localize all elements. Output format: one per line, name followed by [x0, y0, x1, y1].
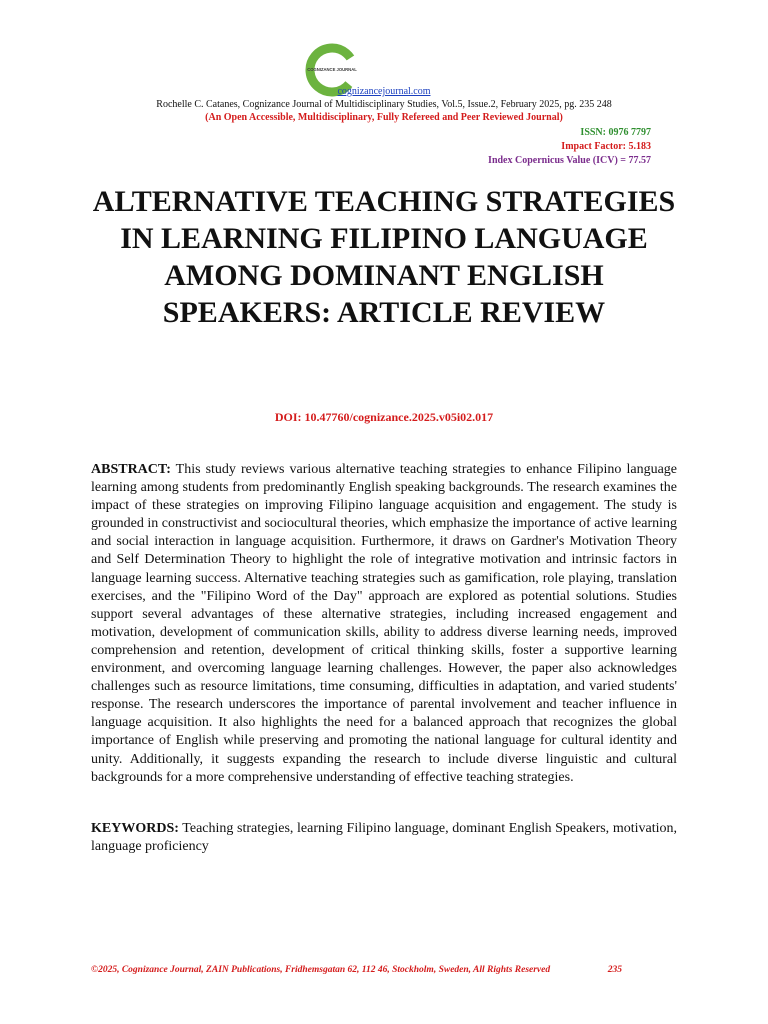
abstract-label: ABSTRACT: [91, 462, 171, 477]
impact-factor-label: Impact Factor: 5.183 [561, 141, 651, 152]
journal-url-link[interactable]: cognizancejournal.com [337, 86, 431, 97]
issn-label: ISSN: 0976 7797 [580, 127, 651, 138]
doi-link[interactable]: DOI: 10.47760/cognizance.2025.v05i02.017 [274, 410, 494, 424]
icv-label: Index Copernicus Value (ICV) = 77.57 [488, 155, 651, 166]
title-line-1: ALTERNATIVE TEACHING STRATEGIES [92, 185, 676, 218]
keywords-paragraph [91, 820, 677, 856]
title-line-4: SPEAKERS: ARTICLE REVIEW [162, 296, 606, 329]
page-number: 235 [607, 965, 622, 975]
abstract-paragraph [91, 461, 677, 787]
keywords-text: Teaching strategies, learning Filipino language, dominant English Speakers, motivation, language proficiency [91, 821, 677, 855]
article-title [60, 183, 708, 331]
abstract-text: This study reviews various alternative teaching strategies to enhance Filipino language learning among students from predominantly English speaking backgrounds. The research examines the impact of these strategies on improving Filipino language acquisition and engagement. The study is grounded in constructivist and sociocultural theories, which emphasize the importance of active learning and social interaction in language acquisition. Furthermore, it draws on Gardner's Motivation Theory and Self Determination Theory to highlight the role of integrative motivation and intrinsic factors in language learning success. Alternative teaching strategies such as gamification, role playing, translation exercises, and the "Filipino Word of the Day" approach are explored as potential solutions. Studies support several advantages of these alternative strategies, including increased engagement and motivation, development of communication skills, ability to address diverse learning needs, improved comprehension and retention, development of critical thinking skills, foster a supportive learning environment, and overcoming language learning challenges. However, the paper also acknowledges challenges such as resource limitations, time consuming, difficulties in adaptation, and varied students' response. The research underscores the importance of parental involvement and teacher influence in language acquisition. It also highlights the need for a balanced approach that recognizes the global importance of English while preserving and promoting the national language for cultural identity and unity. Additionally, it suggests expanding the research to include diverse linguistic and cultural backgrounds for a more comprehensive understanding of effective teaching strategies. [91, 462, 677, 785]
access-note: (An Open Accessible, Multidisciplinary, Fully Refereed and Peer Reviewed Journal) [205, 112, 563, 123]
title-line-3: AMONG DOMINANT ENGLISH [164, 259, 604, 292]
page-footer [91, 965, 677, 975]
keywords-label: KEYWORDS: [91, 821, 179, 836]
logo-text: COGNIZANCE JOURNAL [307, 67, 357, 72]
title-line-2: IN LEARNING FILIPINO LANGUAGE [120, 222, 648, 255]
citation-line: Rochelle C. Catanes, Cognizance Journal of Multidisciplinary Studies, Vol.5, Issue.2, February 2025, pg. 235 248 [156, 99, 612, 110]
copyright-text: ©2025, Cognizance Journal, ZAIN Publications, Fridhemsgatan 62, 112 46, Stockholm, Sweden, All Rights Reserved [91, 965, 551, 975]
